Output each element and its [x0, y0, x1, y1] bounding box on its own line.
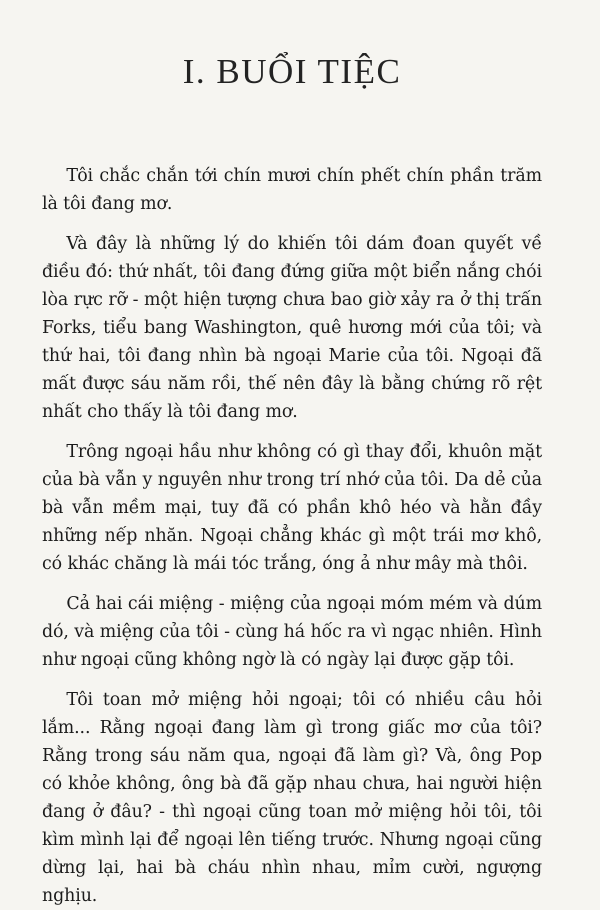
paragraph: Và đây là những lý do khiến tôi dám đoan quyết về điều đó: thứ nhất, tôi đang đứng giữa một biển nắng chói lòa rực rỡ - một hiện tượng chưa bao giờ xảy ra ở thị trấn Forks, tiểu bang Washington, quê hương mới của tôi; và thứ hai, tôi đang nhìn bà ngoại Marie của tôi. Ngoại đã mất được sáu năm rồi, thế nên đây là bằng chứng rõ rệt nhất cho thấy là tôi đang mơ. [42, 234, 542, 422]
chapter-body [42, 162, 542, 910]
paragraph: Tôi toan mở miệng hỏi ngoại; tôi có nhiều câu hỏi lắm... Rằng ngoại đang làm gì trong giấc mơ của tôi? Rằng trong sáu năm qua, ngoại đã làm gì? Và, ông Pop có khỏe không, ông bà đã gặp nhau chưa, hai người hiện đang ở đâu? - thì ngoại cũng toan mở miệng hỏi tôi, tôi kìm mình lại để ngoại lên tiếng trước. Nhưng ngoại cũng dừng lại, hai bà cháu nhìn nhau, mỉm cười, ngượng nghịu. [42, 690, 542, 906]
paragraph: Cả hai cái miệng - miệng của ngoại móm mém và dúm dó, và miệng của tôi - cùng há hốc ra vì ngạc nhiên. Hình như ngoại cũng không ngờ là có ngày lại được gặp tôi. [42, 594, 542, 670]
paragraph: Tôi chắc chắn tới chín mươi chín phết chín phần trăm là tôi đang mơ. [42, 166, 542, 214]
paragraph: Trông ngoại hầu như không có gì thay đổi, khuôn mặt của bà vẫn y nguyên như trong trí nhớ của tôi. Da dẻ của bà vẫn mềm mại, tuy đã có phần khô héo và hằn đầy những nếp nhăn. Ngoại chẳng khác gì một trái mơ khô, có khác chăng là mái tóc trắng, óng ả như mây mà thôi. [42, 442, 542, 574]
chapter-title: I. BUỔI TIỆC [182, 52, 402, 91]
